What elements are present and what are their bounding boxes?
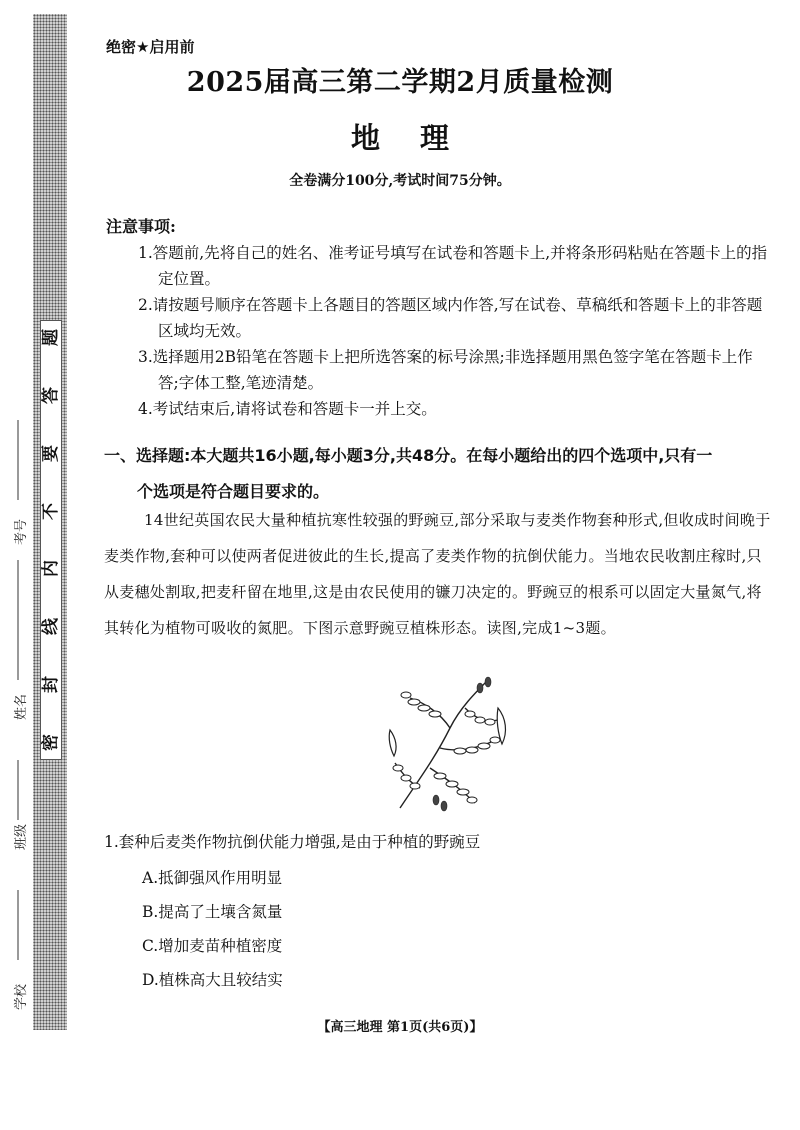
notice-item: 1.答题前,先将自己的姓名、准考证号填写在试卷和答题卡上,并将条形码粘贴在答题卡上的指定位置。 — [138, 244, 768, 288]
field-school: 学校 — [14, 983, 29, 1010]
page-footer: 【高三地理 第1页(共6页)】 — [317, 1020, 483, 1035]
seal-char: 封 — [40, 676, 61, 694]
seal-char: 密 — [40, 733, 61, 751]
notice-list — [138, 240, 768, 422]
notice-item: 2.请按题号顺序在答题卡上各题目的答题区域内作答,写在试卷、草稿纸和答题卡上的非答题区域均无效。 — [138, 296, 763, 340]
seal-char: 内 — [40, 560, 61, 578]
vetch-plant-figure — [380, 668, 520, 818]
seal-char: 题 — [40, 329, 61, 346]
question-1-option-a: A.抵御强风作用明显 — [142, 869, 283, 887]
section-heading-line2: 个选项是符合题目要求的。 — [137, 482, 330, 501]
question-1-option-d: D.植株高大且较结实 — [142, 971, 283, 989]
notice-item: 4.考试结束后,请将试卷和答题卡一并上交。 — [138, 400, 437, 418]
seal-char: 答 — [40, 386, 61, 404]
question-1-option-b: B.提高了土壤含氮量 — [142, 903, 283, 921]
seal-line-notice — [40, 320, 62, 760]
section-heading — [104, 438, 774, 510]
seal-char: 不 — [40, 502, 61, 520]
notice-item: 3.选择题用2B铅笔在答题卡上把所选答案的标号涂黑;非选择题用黑色签字笔在答题卡上作答;字体工整,笔迹清楚。 — [138, 348, 753, 392]
field-name: 姓名 — [14, 693, 29, 720]
section-heading-line1: 一、选择题:本大题共16小题,每小题3分,共48分。在每小题给出的四个选项中,只有一 — [104, 446, 713, 465]
notice-title: 注意事项: — [106, 217, 176, 236]
score-info: 全卷满分100分,考试时间75分钟。 — [289, 173, 511, 189]
field-exam-number: 考号 — [14, 518, 29, 545]
question-1-option-c: C.增加麦苗种植密度 — [142, 937, 283, 955]
seal-char: 线 — [40, 618, 61, 636]
subject-title: 地 理 — [350, 121, 450, 155]
seal-char: 要 — [40, 444, 61, 462]
reading-passage: 14世纪英国农民大量种植抗寒性较强的野豌豆,部分采取与麦类作物套种形式,但收成时间晚于麦类作物,套种可以使两者促进彼此的生长,提高了麦类作物的抗倒伏能力。当地农民收割庄稼时,只从麦穗处割取,把麦秆留在地里,这是由农民使用的镰刀决定的。野豌豆的根系可以固定大量氮气,将其转化为植物可吸收的氮肥。下图示意野豌豆植株形态。读图,完成1~3题。 — [104, 511, 771, 637]
field-class: 班级 — [14, 823, 29, 850]
exam-title: 2025届高三第二学期2月质量检测 — [186, 67, 614, 98]
question-1-stem: 1.套种后麦类作物抗倒伏能力增强,是由于种植的野豌豆 — [104, 833, 481, 851]
secret-label: 绝密★启用前 — [106, 38, 195, 56]
